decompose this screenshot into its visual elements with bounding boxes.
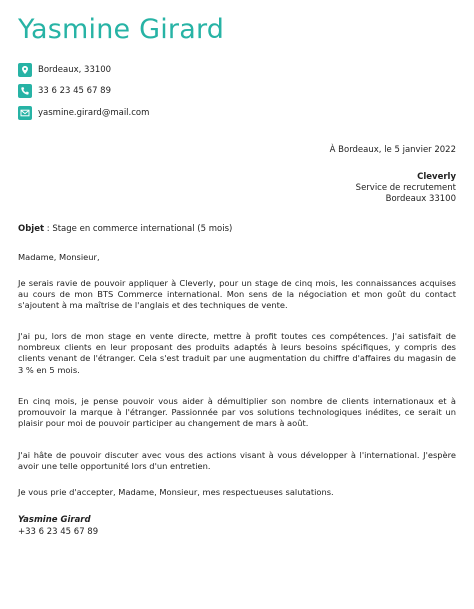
paragraph-text: En cinq mois, je pense pouvoir vous aider à démultiplier son nombre de clients internationaux et à promouvoir la marque à l'étranger. Passionnée par vos solutions technologiques inédites, ce serait un plaisir pour moi de pouvoir participer au changement de mars à août. (18, 396, 456, 429)
contact-email (18, 106, 149, 120)
subject-label: Objet (18, 224, 45, 234)
contact-phone (18, 84, 111, 98)
recipient-city: Bordeaux 33100 (385, 194, 456, 204)
date-line: À Bordeaux, le 5 janvier 2022 (329, 145, 456, 155)
applicant-name: Yasmine Girard (18, 14, 225, 45)
paragraph-text: J'ai hâte de pouvoir discuter avec vous des actions visant à vous développer à l'international. J'espère avoir une telle opportunité lors d'un entretien. (18, 450, 456, 472)
paragraph-text: Je serais ravie de pouvoir appliquer à Cleverly, pour un stage de cinq mois, les connaissances acquises au cours de mon BTS Commerce international. Mon sens de la négociation et mon goût du contact s'ajoutent à ma maîtrise de l'anglais et des techniques de vente. (18, 278, 456, 311)
recipient-company: Cleverly (417, 172, 456, 182)
paragraph-2 (18, 331, 456, 376)
paragraph-text: Je vous prie d'accepter, Madame, Monsieur, mes respectueuses salutations. (18, 487, 334, 497)
signature-phone: +33 6 23 45 67 89 (18, 527, 99, 537)
paragraph-1 (18, 278, 456, 312)
location-pin-icon (18, 63, 32, 77)
signature-block (18, 514, 98, 538)
subject-text: : Stage en commerce international (5 mois) (44, 224, 233, 234)
contact-address (18, 63, 111, 77)
paragraph-5 (18, 487, 456, 498)
signature-name: Yasmine Girard (18, 515, 91, 525)
email-icon (18, 106, 32, 120)
phone-text: 33 6 23 45 67 89 (38, 86, 111, 96)
salutation: Madame, Monsieur, (18, 252, 100, 262)
address-text: Bordeaux, 33100 (38, 65, 112, 75)
subject-line (18, 224, 232, 234)
recipient-department: Service de recrutement (355, 183, 456, 193)
paragraph-4 (18, 450, 456, 472)
phone-icon (18, 84, 32, 98)
email-link[interactable]: yasmine.girard@mail.com (38, 108, 150, 118)
recipient-block (356, 172, 456, 205)
paragraph-3 (18, 396, 456, 430)
paragraph-text: J'ai pu, lors de mon stage en vente directe, mettre à profit toutes ces compétences. J'ai satisfait de nombreux clients en leur proposant des produits adaptés à leurs besoins spécifiques, y compris des clients venant de l'étranger. Cela s'est traduit par une augmentation du chiffre d'affaires du magasin de 3 % en 5 mois. (18, 331, 456, 375)
